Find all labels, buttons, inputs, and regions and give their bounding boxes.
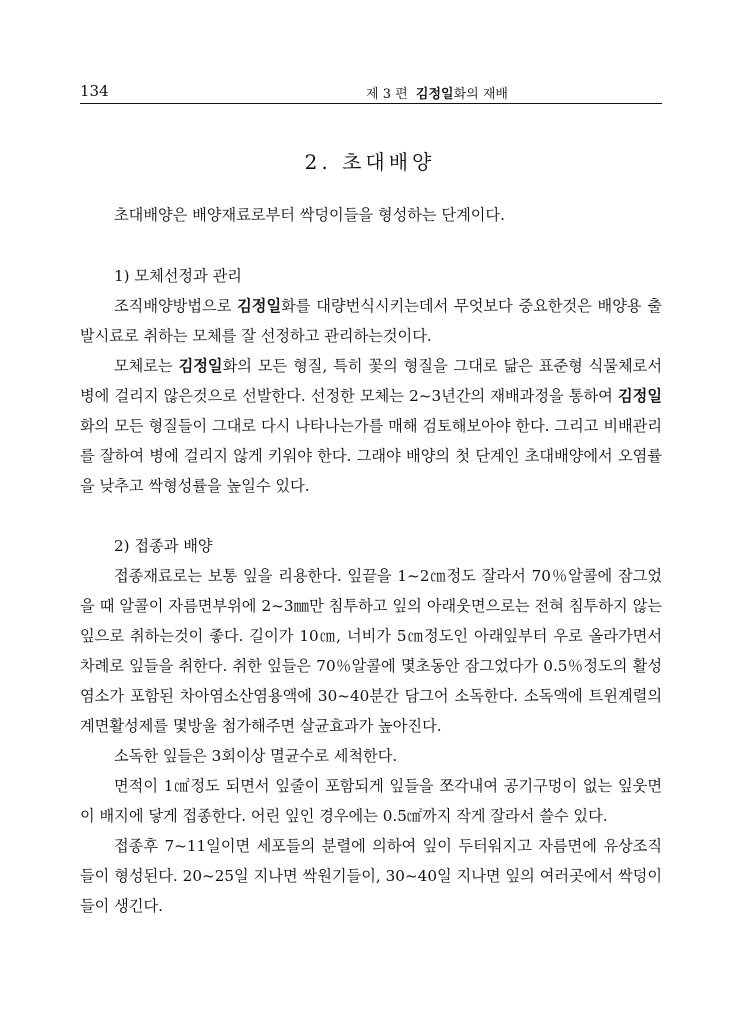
paragraph: 면적이 1㎠정도 되면서 잎줄이 포함되게 잎들을 쪼각내여 공기구멍이 없는 잎웃면이 배지에 닿게 접종한다. 어린 잎인 경우에는 0.5㎠까지 작게 잘라서 쓸수 있다. [80,777,662,825]
plant-name: 김정일 [415,87,454,102]
page-number: 134 [80,82,109,100]
plant-name: 김정일 [237,297,282,315]
header-rule [80,103,662,104]
paragraph: 모체로는 김정일화의 모든 형질, 특히 꽃의 형질을 그대로 닮은 표준형 식물체로서 병에 걸리지 않은것으로 선발한다. 선정한 모체는 2~3년간의 재배과정을 통하여 김정일화의 모든 형질들이 그대로 다시 나타나는가를 매해 검토해보아야 한다. 그리고 비배관리를 잘하여 병에 걸리지 않게 키워야 한다. 그래야 배양의 첫 단계인 초대배양에서 오염률을 낮추고 싹형성률을 높일수 있다. [80,357,662,495]
plant-name: 김정일 [617,387,662,405]
intro-paragraph: 초대배양은 배양재료로부터 싹덩이들을 형성하는 단계이다. [114,206,505,224]
paragraph: 조직배양방법으로 김정일화를 대량번식시키는데서 무엇보다 중요한것은 배양용 출발시료로 취하는 모체를 잘 선정하고 관리하는것이다. [80,297,662,345]
paragraph: 접종후 7~11일이면 세포들의 분렬에 의하여 잎이 두터워지고 자름면에 유상조직들이 형성된다. 20~25일 지나면 싹원기들이, 30~40일 지나면 잎의 여러곳에서 싹덩이들이 생긴다. [80,837,662,915]
paragraph: 접종재료로는 보통 잎을 리용한다. 잎끝을 1~2㎝정도 잘라서 70％알콜에 잠그었을 때 알콜이 자름면부위에 2~3㎜만 침투하고 잎의 아래웃면으로는 전혀 침투하지 않는 잎으로 취하는것이 좋다. 길이가 10㎝, 너비가 5㎝정도인 아래잎부터 우로 올라가면서 차례로 잎들을 취한다. 취한 잎들은 70％알콜에 몇초동안 잠그었다가 0.5％정도의 활성염소가 포함된 차아염소산염용액에 30~40분간 담그어 소독한다. 소독액에 트윈계렬의 계면활성제를 몇방울 첨가해주면 살균효과가 높아진다. [80,567,662,735]
plant-name: 김정일 [178,357,223,375]
running-title [366,83,508,102]
subsection-heading-2: 2) 접종과 배양 [114,537,213,555]
part-title-rest: 화의 재배 [453,87,508,102]
subsection-heading-1: 1) 모체선정과 관리 [114,267,242,285]
part-label: 제 3 편 [366,87,408,102]
section-title: 2. 초대배양 [304,150,436,174]
paragraph: 소독한 잎들은 3회이상 멸균수로 세척한다. [114,747,398,765]
body-text [80,200,662,921]
page-header [80,80,660,104]
